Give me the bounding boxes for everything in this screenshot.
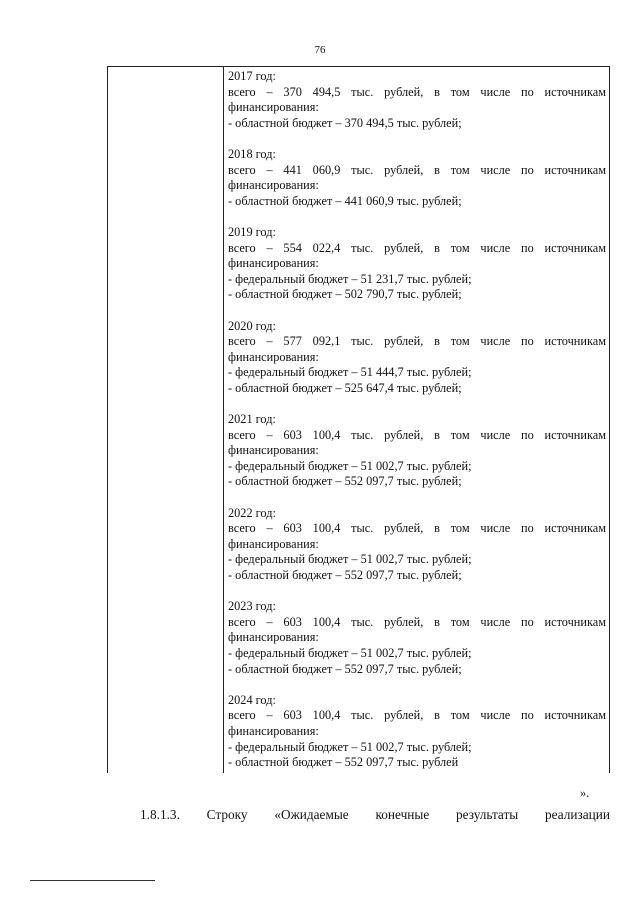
funding-source-line: - федеральный бюджет – 51 231,7 тыс. рублей;	[228, 271, 472, 286]
total-line: всего – 577 092,1 тыс. рублей, в том числе по источникам финансирования:	[228, 334, 606, 364]
total-line: всего – 603 100,4 тыс. рублей, в том числе по источникам финансирования:	[228, 427, 606, 458]
year-title: 2023 год:	[228, 599, 276, 614]
year-title: 2021 год:	[228, 412, 276, 427]
year-title: 2019 год:	[228, 224, 276, 239]
year-block-5	[228, 506, 606, 584]
source-list	[228, 552, 606, 583]
year-block-4	[228, 412, 606, 490]
funding-source-line: - областной бюджет – 502 790,7 тыс. рублей;	[228, 287, 462, 302]
source-list	[228, 194, 606, 210]
funding-cell	[228, 69, 606, 771]
total-line: всего – 603 100,4 тыс. рублей, в том числе по источникам финансирования:	[228, 708, 606, 738]
year-title: 2017 год:	[228, 69, 276, 83]
funding-source-line: - областной бюджет – 552 097,7 тыс. рублей	[228, 755, 459, 770]
source-list	[228, 272, 606, 303]
source-list	[228, 740, 606, 771]
source-list	[228, 459, 606, 490]
year-block-7	[228, 693, 606, 771]
year-block-6	[228, 599, 606, 677]
year-title: 2022 год:	[228, 505, 276, 520]
funding-source-line: - федеральный бюджет – 51 002,7 тыс. рублей;	[228, 645, 472, 660]
source-list	[228, 365, 606, 396]
next-paragraph: 1.8.1.3. Строку «Ожидаемые конечные результаты реализации	[140, 807, 610, 822]
funding-source-line: - областной бюджет – 370 494,5 тыс. рублей;	[228, 115, 462, 130]
year-block-1	[228, 147, 606, 209]
year-title: 2018 год:	[228, 146, 276, 161]
total-line: всего – 554 022,4 тыс. рублей, в том числе по источникам финансирования:	[228, 240, 606, 271]
funding-source-line: - областной бюджет – 552 097,7 тыс. рублей;	[228, 568, 462, 582]
total-line: всего – 441 060,9 тыс. рублей, в том числе по источникам финансирования:	[228, 162, 606, 193]
closing-quote: ».	[580, 786, 590, 800]
funding-source-line: - областной бюджет – 552 097,7 тыс. рублей;	[228, 474, 462, 489]
page-number: 76	[314, 44, 326, 56]
funding-source-line: - областной бюджет – 441 060,9 тыс. рублей;	[228, 193, 462, 208]
year-title: 2020 год:	[228, 318, 276, 333]
funding-table	[107, 66, 610, 773]
year-block-2	[228, 225, 606, 303]
funding-source-line: - федеральный бюджет – 51 002,7 тыс. рублей;	[228, 739, 472, 754]
funding-source-line: - областной бюджет – 552 097,7 тыс. рублей;	[228, 661, 462, 676]
funding-source-line: - областной бюджет – 525 647,4 тыс. рублей;	[228, 380, 462, 395]
total-line: всего – 370 494,5 тыс. рублей, в том числе по источникам финансирования:	[228, 84, 606, 115]
source-list	[228, 116, 606, 132]
year-title: 2024 год:	[228, 692, 276, 707]
total-line: всего – 603 100,4 тыс. рублей, в том числе по источникам финансирования:	[228, 521, 606, 551]
total-line: всего – 603 100,4 тыс. рублей, в том числе по источникам финансирования:	[228, 614, 606, 645]
funding-source-line: - федеральный бюджет – 51 002,7 тыс. рублей;	[228, 458, 472, 473]
year-block-3	[228, 319, 606, 397]
table-left-cell	[108, 67, 224, 773]
funding-source-line: - федеральный бюджет – 51 444,7 тыс. рублей;	[228, 365, 472, 380]
footnote-rule	[30, 880, 155, 881]
source-list	[228, 646, 606, 677]
year-block-0	[228, 69, 606, 131]
funding-source-line: - федеральный бюджет – 51 002,7 тыс. рублей;	[228, 552, 472, 567]
